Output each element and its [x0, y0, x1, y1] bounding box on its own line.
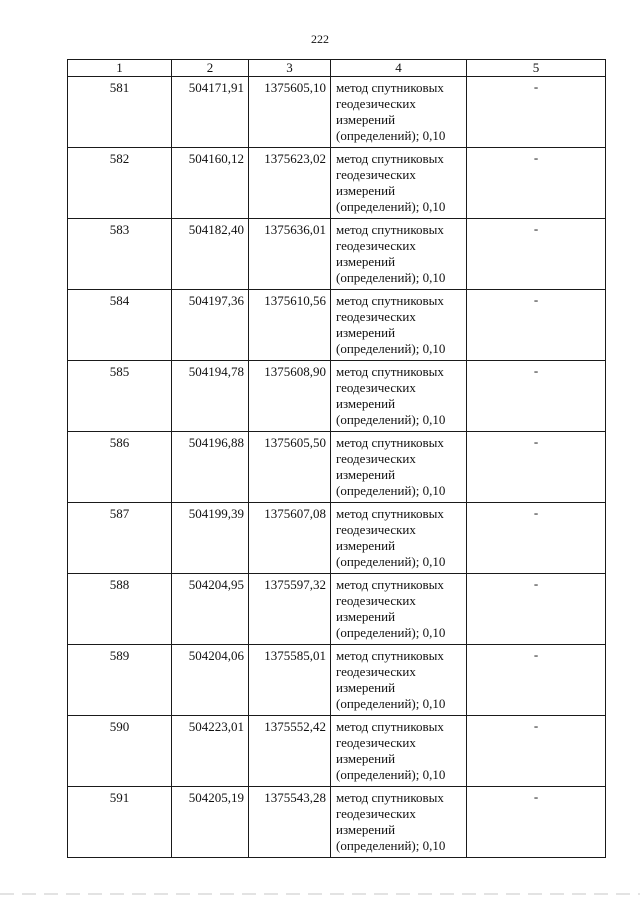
- method-cell: [331, 574, 467, 645]
- y-coordinate-cell: 1375543,28: [249, 787, 331, 858]
- table-row: [68, 503, 606, 574]
- x-coordinate-cell: 504160,12: [172, 148, 249, 219]
- method-text-line: измерений: [336, 538, 396, 553]
- method-text-line: (определений); 0,10: [336, 625, 446, 640]
- y-coordinate-cell: 1375552,42: [249, 716, 331, 787]
- x-coordinate-cell: 504223,01: [172, 716, 249, 787]
- method-text-line: (определений); 0,10: [336, 554, 446, 569]
- method-text-line: (определений); 0,10: [336, 128, 446, 143]
- header-col-5: 5: [467, 60, 606, 77]
- table-row: [68, 77, 606, 148]
- point-number-cell: 581: [68, 77, 172, 148]
- note-cell: -: [467, 787, 606, 858]
- x-coordinate-cell: 504199,39: [172, 503, 249, 574]
- method-text-line: метод спутниковых: [336, 364, 444, 379]
- table-header-row: [68, 60, 606, 77]
- point-number-cell: 582: [68, 148, 172, 219]
- method-text-line: измерений: [336, 183, 396, 198]
- method-text-line: (определений); 0,10: [336, 483, 446, 498]
- x-coordinate-cell: 504194,78: [172, 361, 249, 432]
- method-text-line: (определений); 0,10: [336, 412, 446, 427]
- note-cell: -: [467, 574, 606, 645]
- note-cell: -: [467, 432, 606, 503]
- point-number-cell: 591: [68, 787, 172, 858]
- method-text-line: метод спутниковых: [336, 222, 444, 237]
- y-coordinate-cell: 1375605,50: [249, 432, 331, 503]
- point-number-cell: 589: [68, 645, 172, 716]
- table-row: [68, 361, 606, 432]
- table-row: [68, 645, 606, 716]
- method-text-line: (определений); 0,10: [336, 270, 446, 285]
- header-col-3: 3: [249, 60, 331, 77]
- method-text-line: метод спутниковых: [336, 648, 444, 663]
- method-text-line: (определений); 0,10: [336, 696, 446, 711]
- method-text-line: метод спутниковых: [336, 577, 444, 592]
- method-cell: [331, 787, 467, 858]
- x-coordinate-cell: 504171,91: [172, 77, 249, 148]
- method-text-line: метод спутниковых: [336, 293, 444, 308]
- page-number: 222: [311, 32, 329, 46]
- x-coordinate-cell: 504182,40: [172, 219, 249, 290]
- method-text-line: измерений: [336, 680, 396, 695]
- method-text-line: измерений: [336, 751, 396, 766]
- table-row: [68, 219, 606, 290]
- y-coordinate-cell: 1375597,32: [249, 574, 331, 645]
- method-text-line: измерений: [336, 325, 396, 340]
- method-text-line: (определений); 0,10: [336, 199, 446, 214]
- table-row: [68, 787, 606, 858]
- header-col-4: 4: [331, 60, 467, 77]
- y-coordinate-cell: 1375636,01: [249, 219, 331, 290]
- header-col-1: 1: [68, 60, 172, 77]
- method-text-line: геодезических: [336, 735, 416, 750]
- method-cell: [331, 219, 467, 290]
- y-coordinate-cell: 1375623,02: [249, 148, 331, 219]
- y-coordinate-cell: 1375610,56: [249, 290, 331, 361]
- method-text-line: геодезических: [336, 238, 416, 253]
- method-text-line: (определений); 0,10: [336, 838, 446, 853]
- method-text-line: метод спутниковых: [336, 790, 444, 805]
- method-cell: [331, 716, 467, 787]
- point-number-cell: 585: [68, 361, 172, 432]
- method-text-line: геодезических: [336, 806, 416, 821]
- method-text-line: измерений: [336, 822, 396, 837]
- method-text-line: метод спутниковых: [336, 506, 444, 521]
- method-text-line: метод спутниковых: [336, 151, 444, 166]
- method-text-line: метод спутниковых: [336, 719, 444, 734]
- method-text-line: метод спутниковых: [336, 435, 444, 450]
- method-text-line: геодезических: [336, 96, 416, 111]
- method-text-line: измерений: [336, 467, 396, 482]
- note-cell: -: [467, 148, 606, 219]
- header-col-2: 2: [172, 60, 249, 77]
- method-text-line: метод спутниковых: [336, 80, 444, 95]
- table-row: [68, 716, 606, 787]
- note-cell: -: [467, 361, 606, 432]
- method-cell: [331, 645, 467, 716]
- method-text-line: геодезических: [336, 309, 416, 324]
- note-cell: -: [467, 716, 606, 787]
- x-coordinate-cell: 504204,95: [172, 574, 249, 645]
- method-cell: [331, 290, 467, 361]
- note-cell: -: [467, 77, 606, 148]
- method-text-line: измерений: [336, 609, 396, 624]
- method-text-line: геодезических: [336, 451, 416, 466]
- point-number-cell: 590: [68, 716, 172, 787]
- method-cell: [331, 432, 467, 503]
- method-text-line: (определений); 0,10: [336, 767, 446, 782]
- y-coordinate-cell: 1375608,90: [249, 361, 331, 432]
- method-text-line: геодезических: [336, 167, 416, 182]
- method-text-line: измерений: [336, 396, 396, 411]
- method-cell: [331, 148, 467, 219]
- point-number-cell: 588: [68, 574, 172, 645]
- point-number-cell: 584: [68, 290, 172, 361]
- x-coordinate-cell: 504205,19: [172, 787, 249, 858]
- note-cell: -: [467, 219, 606, 290]
- method-text-line: геодезических: [336, 593, 416, 608]
- method-text-line: измерений: [336, 254, 396, 269]
- note-cell: -: [467, 645, 606, 716]
- method-cell: [331, 77, 467, 148]
- y-coordinate-cell: 1375607,08: [249, 503, 331, 574]
- x-coordinate-cell: 504196,88: [172, 432, 249, 503]
- method-text-line: геодезических: [336, 380, 416, 395]
- x-coordinate-cell: 504204,06: [172, 645, 249, 716]
- table-row: [68, 290, 606, 361]
- table-row: [68, 574, 606, 645]
- method-cell: [331, 361, 467, 432]
- point-number-cell: 583: [68, 219, 172, 290]
- y-coordinate-cell: 1375605,10: [249, 77, 331, 148]
- table-row: [68, 432, 606, 503]
- point-number-cell: 586: [68, 432, 172, 503]
- point-number-cell: 587: [68, 503, 172, 574]
- coordinates-table: [67, 59, 606, 858]
- x-coordinate-cell: 504197,36: [172, 290, 249, 361]
- note-cell: -: [467, 290, 606, 361]
- method-text-line: геодезических: [336, 522, 416, 537]
- table-row: [68, 148, 606, 219]
- method-text-line: геодезических: [336, 664, 416, 679]
- note-cell: -: [467, 503, 606, 574]
- method-text-line: (определений); 0,10: [336, 341, 446, 356]
- y-coordinate-cell: 1375585,01: [249, 645, 331, 716]
- method-cell: [331, 503, 467, 574]
- scan-artifact-line: [0, 893, 640, 895]
- method-text-line: измерений: [336, 112, 396, 127]
